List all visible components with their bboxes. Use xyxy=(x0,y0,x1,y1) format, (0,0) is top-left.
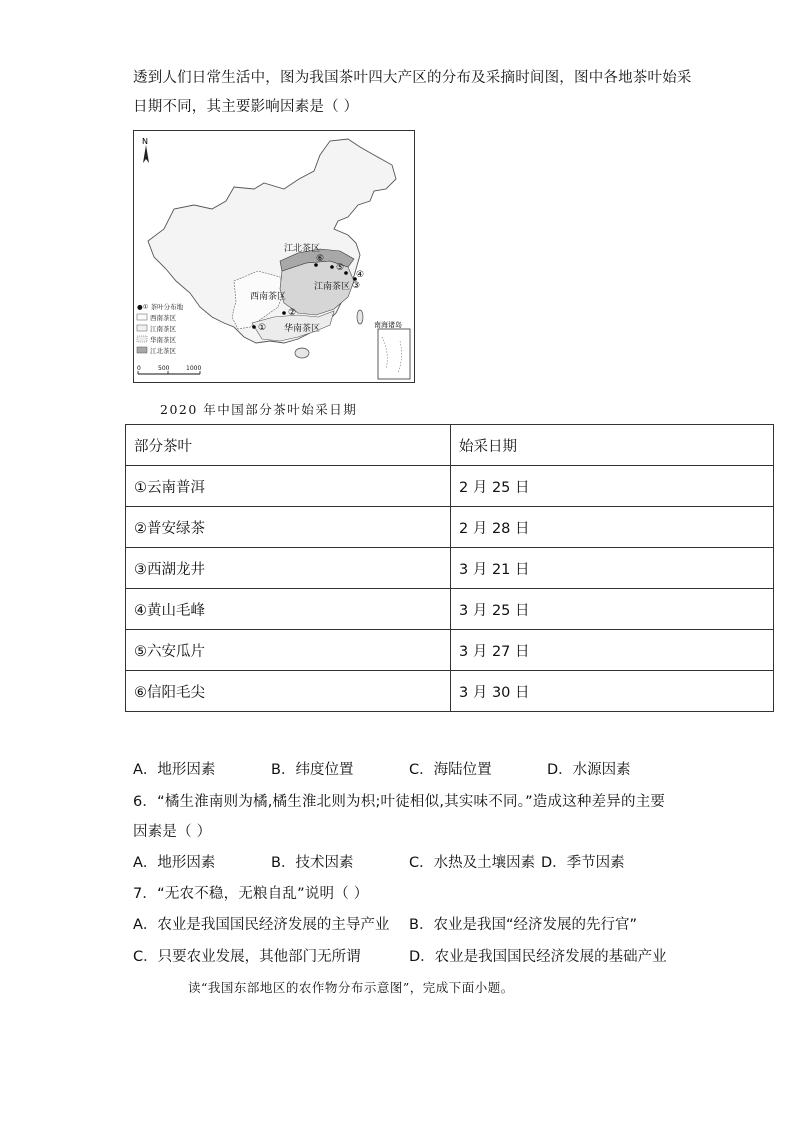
reading-instruction: 读“我国东部地区的农作物分布示意图”，完成下面小题。 xyxy=(188,980,514,995)
table-caption: 2020 年中国部分茶叶始采日期 xyxy=(160,402,358,417)
start-date: 3 月 25 日 xyxy=(451,589,774,630)
tea-name: ⑥信阳毛尖 xyxy=(126,671,451,712)
table-header-row xyxy=(126,425,774,466)
scale-1000: 1000 xyxy=(186,365,202,372)
q6-option-a[interactable]: A．地形因素 xyxy=(133,855,216,871)
marker-2: ② xyxy=(288,308,297,318)
tea-region-map xyxy=(133,130,415,383)
q7-options-row-2 xyxy=(133,945,753,965)
q5-options xyxy=(133,758,753,778)
legend-jiangbei: 江北茶区 xyxy=(150,347,176,355)
q7-option-b[interactable]: B．农业是我国“经济发展的先行官” xyxy=(409,917,637,933)
q6-options xyxy=(133,851,753,871)
q7-option-d[interactable]: D．农业是我国国民经济发展的基础产业 xyxy=(409,949,667,965)
tea-name: ②普安绿茶 xyxy=(126,507,451,548)
south-sea-inset xyxy=(378,329,410,379)
question-7-stem: 7．“无农不稳，无粮自乱”说明（ ） xyxy=(133,886,369,902)
hainan-island xyxy=(295,348,309,358)
legend-xinan: 西南茶区 xyxy=(150,314,176,322)
marker-1: ① xyxy=(258,323,267,333)
q7-option-c[interactable]: C．只要农业发展，其他部门无所谓 xyxy=(133,949,361,965)
tea-date-table xyxy=(125,424,774,712)
zone-label-xinan: 西南茶区 xyxy=(250,292,287,302)
q7-option-a[interactable]: A．农业是我国国民经济发展的主导产业 xyxy=(133,917,390,933)
q5-option-c[interactable]: C．海陆位置 xyxy=(409,762,492,778)
scale-bar xyxy=(137,365,201,374)
tea-name: ④黄山毛峰 xyxy=(126,589,451,630)
table-row xyxy=(126,466,774,507)
marker-3: ③ xyxy=(352,281,361,291)
table-row xyxy=(126,589,774,630)
zone-label-jiangnan: 江南茶区 xyxy=(314,282,351,292)
tea-name: ⑤六安瓜片 xyxy=(126,630,451,671)
legend-huanan: 华南茶区 xyxy=(150,336,176,344)
table-row xyxy=(126,507,774,548)
header-tea: 部分茶叶 xyxy=(126,425,451,466)
table-row xyxy=(126,671,774,712)
q6-option-d[interactable]: D．季节因素 xyxy=(541,855,625,871)
zone-label-jiangbei: 江北茶区 xyxy=(284,244,321,254)
start-date: 2 月 25 日 xyxy=(451,466,774,507)
start-date: 3 月 21 日 xyxy=(451,548,774,589)
north-label: N xyxy=(142,137,148,146)
start-date: 3 月 27 日 xyxy=(451,630,774,671)
question-6-line-2: 因素是（ ） xyxy=(133,824,212,840)
taiwan-island xyxy=(357,310,363,324)
map-legend xyxy=(137,302,184,355)
header-date: 始采日期 xyxy=(451,425,774,466)
question-5-line-1: 透到人们日常生活中，图为我国茶叶四大产区的分布及采摘时间图，图中各地茶叶始采 xyxy=(133,70,692,86)
table-row xyxy=(126,630,774,671)
q5-option-a[interactable]: A．地形因素 xyxy=(133,762,216,778)
marker-5: ⑤ xyxy=(336,263,345,273)
question-5-line-2: 日期不同，其主要影响因素是（ ） xyxy=(133,99,359,115)
q5-option-d[interactable]: D．水源因素 xyxy=(547,762,631,778)
start-date: 3 月 30 日 xyxy=(451,671,774,712)
question-6-line-1: 6．“橘生淮南则为橘,橘生淮北则为枳;叶徒相似,其实味不同。”造成这种差异的主要 xyxy=(133,794,666,810)
inset-label: 南海诸岛 xyxy=(374,321,402,329)
q5-option-b[interactable]: B．纬度位置 xyxy=(271,762,354,778)
scale-500: 500 xyxy=(158,365,170,372)
table-row xyxy=(126,548,774,589)
legend-tea-site: ●① 茶叶分布地 xyxy=(137,303,184,311)
marker-4: ④ xyxy=(356,270,365,280)
tea-name: ①云南普洱 xyxy=(126,466,451,507)
china-map-graphic xyxy=(134,131,414,382)
q7-options-row-1 xyxy=(133,913,753,933)
legend-jiangnan: 江南茶区 xyxy=(150,325,176,333)
tea-name: ③西湖龙井 xyxy=(126,548,451,589)
north-arrow-icon xyxy=(143,145,149,163)
q6-option-b[interactable]: B．技术因素 xyxy=(271,855,354,871)
zone-label-huanan: 华南茶区 xyxy=(284,324,321,334)
scale-0: 0 xyxy=(137,365,141,372)
q6-option-c[interactable]: C．水热及土壤因素 xyxy=(409,855,536,871)
start-date: 2 月 28 日 xyxy=(451,507,774,548)
marker-6: ⑥ xyxy=(316,254,325,264)
